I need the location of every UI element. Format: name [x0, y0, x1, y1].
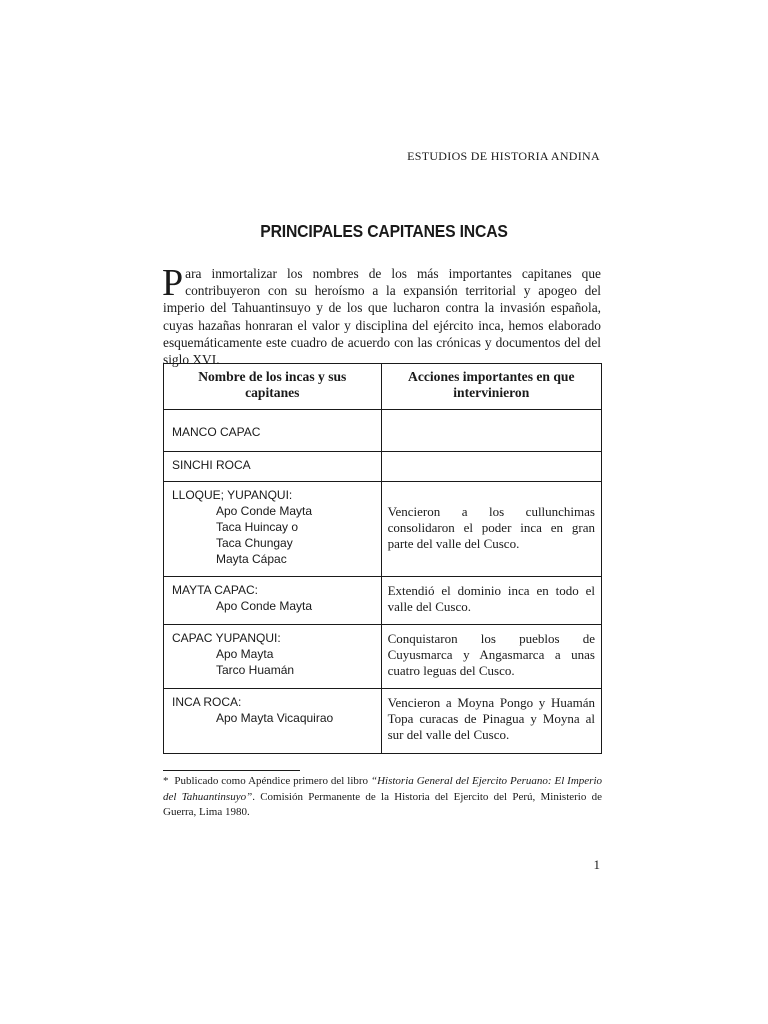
actions-cell: Conquistaron los pueblos de Cuyusmarca y Angasmarca a unas cuatro leguas del Cusco.	[381, 625, 601, 689]
table-row	[164, 577, 602, 625]
page-number: 1	[593, 857, 600, 872]
inca-cell	[164, 482, 382, 577]
captain-name: Apo Mayta Vicaquirao	[216, 711, 334, 725]
inca-cell	[164, 410, 382, 452]
footnote	[163, 774, 602, 821]
inca-name: INCA ROCA:	[172, 695, 242, 709]
intro-text: ara inmortalizar los nombres de los más importantes capitanes que contribuyeron con su heroísmo a la expansión territorial y apogeo del imperio del Tahuantinsuyo y de los que lucharon contra la invasión española, cuyas hazañas honraran el valor y disciplina del ejército inca, hemos elaborado esquemáticamente este cuadro de acuerdo con las crónicas y documentos del del siglo XVI.	[163, 266, 601, 368]
actions-cell	[381, 410, 601, 452]
actions-cell	[381, 452, 601, 482]
footnote-marker: *	[163, 775, 169, 787]
table-row	[164, 452, 602, 482]
inca-cell	[164, 625, 382, 689]
column-header-actions: Acciones importantes en que intervinieron	[381, 364, 601, 410]
inca-name: CAPAC YUPANQUI:	[172, 631, 281, 645]
table-row	[164, 625, 602, 689]
captain-name: Taca Huincay o	[216, 520, 299, 534]
actions-cell: Vencieron a Moyna Pongo y Huamán Topa curacas de Pinagua y Moyna al sur del valle del Cusco.	[381, 689, 601, 754]
table-header-row	[164, 364, 602, 410]
column-header-names: Nombre de los incas y sus capitanes	[164, 364, 382, 410]
footnote-publisher: . Comisión Permanente de la Historia del Ejercito del Perú, Ministerio de Guerra, Lima 1980.	[163, 790, 602, 818]
actions-cell: Extendió el dominio inca en todo el valle del Cusco.	[381, 577, 601, 625]
intro-paragraph	[162, 262, 601, 368]
captain-name: Apo Conde Mayta	[216, 599, 313, 613]
captain-name: Apo Conde Mayta	[216, 504, 313, 518]
inca-cell	[164, 689, 382, 754]
footnote-book-title: “Historia General del Ejercito Peruano: El Imperio del Tahuantinsuyo”	[163, 775, 603, 803]
page-title: PRINCIPALES CAPITANES INCAS	[260, 221, 508, 241]
captain-name: Tarco Huamán	[216, 663, 295, 677]
inca-name: MAYTA CAPAC:	[172, 583, 259, 597]
footnote-divider	[163, 770, 300, 771]
table-row	[164, 410, 602, 452]
inca-cell	[164, 452, 382, 482]
captains-table	[163, 363, 602, 754]
running-header: ESTUDIOS DE HISTORIA ANDINA	[407, 149, 600, 163]
inca-cell	[164, 577, 382, 625]
inca-name: SINCHI ROCA	[172, 458, 251, 472]
drop-cap: P	[162, 262, 184, 304]
footnote-text: Publicado como Apéndice primero del libro	[174, 775, 371, 787]
table-row	[164, 482, 602, 577]
captain-name: Mayta Cápac	[216, 552, 287, 566]
captain-name: Apo Mayta	[216, 647, 274, 661]
table-row	[164, 689, 602, 754]
captain-name: Taca Chungay	[216, 536, 293, 550]
actions-cell: Vencieron a los cullunchimas consolidaron el poder inca en gran parte del valle del Cusco.	[381, 482, 601, 577]
inca-name: MANCO CAPAC	[172, 425, 261, 439]
inca-name: LLOQUE; YUPANQUI:	[172, 488, 293, 502]
